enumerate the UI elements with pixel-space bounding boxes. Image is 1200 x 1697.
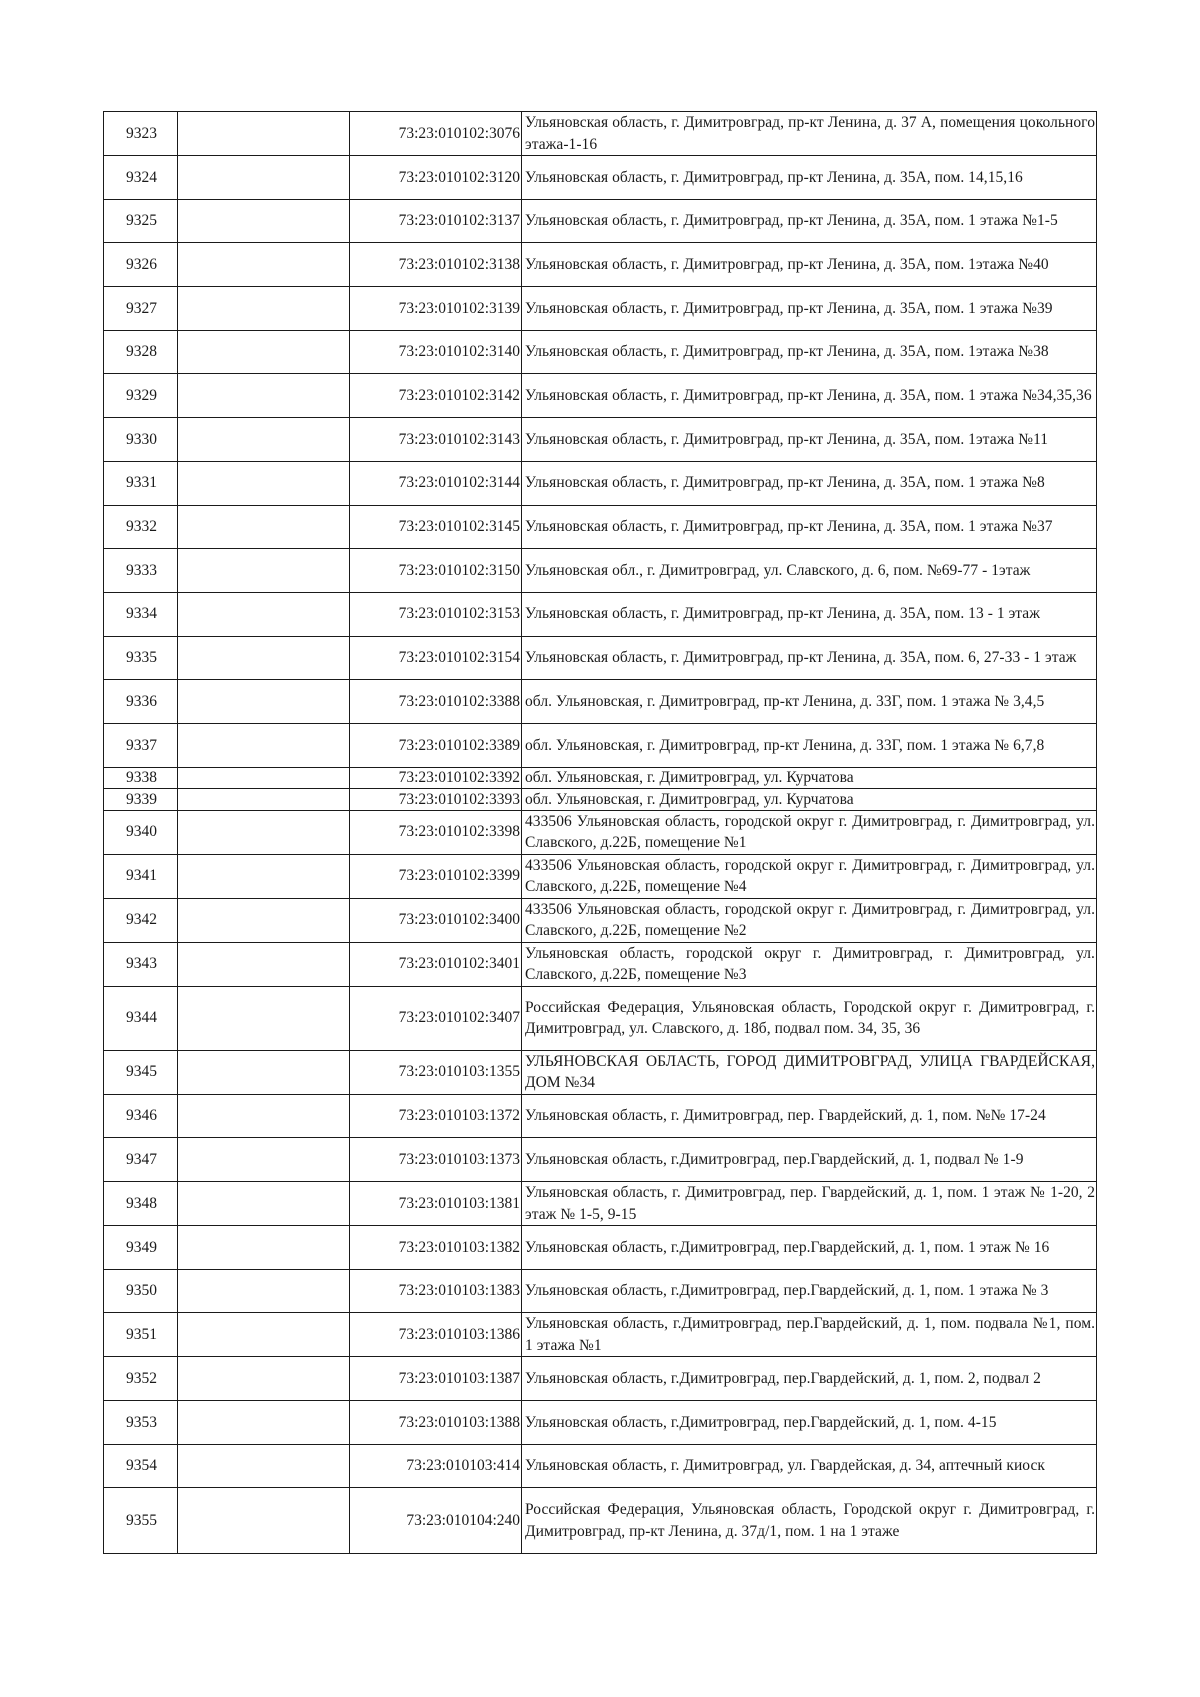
address: Ульяновская область, г. Димитровград, ул. Гвардейская, д. 34, аптечный киоск	[522, 1444, 1097, 1488]
row-number: 9349	[104, 1226, 178, 1270]
empty-cell	[178, 156, 350, 200]
address: обл. Ульяновская, г. Димитровград, ул. Курчатова	[522, 767, 1097, 789]
address: Ульяновская область, г. Димитровград, пр-кт Ленина, д. 35А, пом. 1этажа №38	[522, 330, 1097, 374]
cadastral-number: 73:23:010103:1381	[350, 1182, 522, 1226]
row-number: 9343	[104, 942, 178, 986]
table-row	[104, 374, 1097, 418]
address: Ульяновская область, г. Димитровград, пр-кт Ленина, д. 35А, пом. 14,15,16	[522, 156, 1097, 200]
table-row	[104, 1226, 1097, 1270]
row-number: 9351	[104, 1313, 178, 1357]
address: Ульяновская область, городской округ г. Димитровград, г. Димитровград, ул. Славского, д.22Б, помещение №3	[522, 942, 1097, 986]
row-number: 9329	[104, 374, 178, 418]
empty-cell	[178, 592, 350, 636]
table-row	[104, 636, 1097, 680]
address: Ульяновская область, г. Димитровград, пер. Гвардейский, д. 1, пом. №№ 17-24	[522, 1094, 1097, 1138]
address: 433506 Ульяновская область, городской округ г. Димитровград, г. Димитровград, ул. Славского, д.22Б, помещение №2	[522, 898, 1097, 942]
empty-cell	[178, 1444, 350, 1488]
empty-cell	[178, 810, 350, 854]
address: Ульяновская область, г. Димитровград, пр-кт Ленина, д. 35А, пом. 13 - 1 этаж	[522, 592, 1097, 636]
table-row	[104, 767, 1097, 789]
empty-cell	[178, 1094, 350, 1138]
table-row	[104, 986, 1097, 1050]
table-row	[104, 854, 1097, 898]
cadastral-number: 73:23:010103:1382	[350, 1226, 522, 1270]
empty-cell	[178, 374, 350, 418]
cadastral-number: 73:23:010102:3388	[350, 680, 522, 724]
row-number: 9331	[104, 461, 178, 505]
address: Ульяновская область, г. Димитровград, пр-кт Ленина, д. 35А, пом. 1этажа №40	[522, 243, 1097, 287]
address: Российская Федерация, Ульяновская область, Городской округ г. Димитровград, г. Димитровград, ул. Славского, д. 18б, подвал пом. 34, 35, 36	[522, 986, 1097, 1050]
empty-cell	[178, 243, 350, 287]
row-number: 9325	[104, 199, 178, 243]
empty-cell	[178, 1313, 350, 1357]
address: обл. Ульяновская, г. Димитровград, ул. Курчатова	[522, 789, 1097, 811]
property-registry-table	[103, 111, 1097, 1554]
empty-cell	[178, 505, 350, 549]
empty-cell	[178, 549, 350, 593]
address: Ульяновская обл., г. Димитровград, ул. Славского, д. 6, пом. №69-77 - 1этаж	[522, 549, 1097, 593]
cadastral-number: 73:23:010102:3154	[350, 636, 522, 680]
empty-cell	[178, 680, 350, 724]
empty-cell	[178, 112, 350, 156]
empty-cell	[178, 199, 350, 243]
cadastral-number: 73:23:010102:3153	[350, 592, 522, 636]
empty-cell	[178, 461, 350, 505]
row-number: 9324	[104, 156, 178, 200]
row-number: 9337	[104, 723, 178, 767]
address: Ульяновская область, г. Димитровград, пр-кт Ленина, д. 35А, пом. 6, 27-33 - 1 этаж	[522, 636, 1097, 680]
table-row	[104, 1094, 1097, 1138]
table-row	[104, 1313, 1097, 1357]
cadastral-number: 73:23:010102:3389	[350, 723, 522, 767]
empty-cell	[178, 942, 350, 986]
table-row	[104, 723, 1097, 767]
address: Ульяновская область, г.Димитровград, пер.Гвардейский, д. 1, подвал № 1-9	[522, 1138, 1097, 1182]
row-number: 9350	[104, 1269, 178, 1313]
address: Российская Федерация, Ульяновская область, Городской округ г. Димитровград, г. Димитровград, пр-кт Ленина, д. 37д/1, пом. 1 на 1 этаже	[522, 1488, 1097, 1554]
empty-cell	[178, 898, 350, 942]
row-number: 9345	[104, 1050, 178, 1094]
table-row	[104, 1138, 1097, 1182]
empty-cell	[178, 418, 350, 462]
row-number: 9334	[104, 592, 178, 636]
address: Ульяновская область, г.Димитровград, пер.Гвардейский, д. 1, пом. 2, подвал 2	[522, 1357, 1097, 1401]
cadastral-number: 73:23:010103:1383	[350, 1269, 522, 1313]
empty-cell	[178, 1401, 350, 1445]
address: Ульяновская область, г.Димитровград, пер.Гвардейский, д. 1, пом. подвала №1, пом. 1 этажа №1	[522, 1313, 1097, 1357]
table-row	[104, 505, 1097, 549]
row-number: 9328	[104, 330, 178, 374]
table-row	[104, 1401, 1097, 1445]
row-number: 9355	[104, 1488, 178, 1554]
cadastral-number: 73:23:010102:3392	[350, 767, 522, 789]
cadastral-number: 73:23:010102:3137	[350, 199, 522, 243]
address: Ульяновская область, г. Димитровград, пер. Гвардейский, д. 1, пом. 1 этаж № 1-20, 2 этаж № 1-5, 9-15	[522, 1182, 1097, 1226]
table-row	[104, 418, 1097, 462]
address: обл. Ульяновская, г. Димитровград, пр-кт Ленина, д. 33Г, пом. 1 этажа № 3,4,5	[522, 680, 1097, 724]
cadastral-number: 73:23:010103:1388	[350, 1401, 522, 1445]
address: Ульяновская область, г. Димитровград, пр-кт Ленина, д. 35А, пом. 1 этажа №8	[522, 461, 1097, 505]
empty-cell	[178, 636, 350, 680]
cadastral-number: 73:23:010102:3138	[350, 243, 522, 287]
address: 433506 Ульяновская область, городской округ г. Димитровград, г. Димитровград, ул. Славского, д.22Б, помещение №1	[522, 810, 1097, 854]
cadastral-number: 73:23:010102:3120	[350, 156, 522, 200]
empty-cell	[178, 1269, 350, 1313]
address: Ульяновская область, г. Димитровград, пр-кт Ленина, д. 35А, пом. 1 этажа №39	[522, 287, 1097, 331]
cadastral-number: 73:23:010102:3400	[350, 898, 522, 942]
row-number: 9339	[104, 789, 178, 811]
table-row	[104, 199, 1097, 243]
empty-cell	[178, 986, 350, 1050]
address: Ульяновская область, г.Димитровград, пер.Гвардейский, д. 1, пом. 4-15	[522, 1401, 1097, 1445]
empty-cell	[178, 287, 350, 331]
cadastral-number: 73:23:010103:1355	[350, 1050, 522, 1094]
row-number: 9353	[104, 1401, 178, 1445]
table-row	[104, 789, 1097, 811]
cadastral-number: 73:23:010102:3407	[350, 986, 522, 1050]
table-row	[104, 942, 1097, 986]
table-row	[104, 287, 1097, 331]
cadastral-number: 73:23:010103:1386	[350, 1313, 522, 1357]
table-row	[104, 1444, 1097, 1488]
empty-cell	[178, 767, 350, 789]
cadastral-number: 73:23:010102:3144	[350, 461, 522, 505]
empty-cell	[178, 854, 350, 898]
row-number: 9327	[104, 287, 178, 331]
table-row	[104, 156, 1097, 200]
table-row	[104, 898, 1097, 942]
address: Ульяновская область, г. Димитровград, пр-кт Ленина, д. 35А, пом. 1 этажа №1-5	[522, 199, 1097, 243]
empty-cell	[178, 1050, 350, 1094]
document-page	[103, 111, 1097, 1554]
cadastral-number: 73:23:010102:3139	[350, 287, 522, 331]
cadastral-number: 73:23:010102:3145	[350, 505, 522, 549]
row-number: 9354	[104, 1444, 178, 1488]
cadastral-number: 73:23:010103:1372	[350, 1094, 522, 1138]
cadastral-number: 73:23:010102:3398	[350, 810, 522, 854]
row-number: 9342	[104, 898, 178, 942]
row-number: 9347	[104, 1138, 178, 1182]
row-number: 9346	[104, 1094, 178, 1138]
table-row	[104, 243, 1097, 287]
row-number: 9352	[104, 1357, 178, 1401]
empty-cell	[178, 1488, 350, 1554]
address: УЛЬЯНОВСКАЯ ОБЛАСТЬ, ГОРОД ДИМИТРОВГРАД, УЛИЦА ГВАРДЕЙСКАЯ, ДОМ №34	[522, 1050, 1097, 1094]
table-row	[104, 810, 1097, 854]
row-number: 9341	[104, 854, 178, 898]
table-row	[104, 1050, 1097, 1094]
cadastral-number: 73:23:010102:3399	[350, 854, 522, 898]
empty-cell	[178, 1182, 350, 1226]
cadastral-number: 73:23:010104:240	[350, 1488, 522, 1554]
address: Ульяновская область, г.Димитровград, пер.Гвардейский, д. 1, пом. 1 этаж № 16	[522, 1226, 1097, 1270]
table-row	[104, 1357, 1097, 1401]
empty-cell	[178, 1226, 350, 1270]
address: Ульяновская область, г. Димитровград, пр-кт Ленина, д. 35А, пом. 1 этажа №34,35,36	[522, 374, 1097, 418]
address: Ульяновская область, г. Димитровград, пр-кт Ленина, д. 35А, пом. 1 этажа №37	[522, 505, 1097, 549]
row-number: 9323	[104, 112, 178, 156]
empty-cell	[178, 789, 350, 811]
row-number: 9348	[104, 1182, 178, 1226]
cadastral-number: 73:23:010103:1387	[350, 1357, 522, 1401]
cadastral-number: 73:23:010102:3142	[350, 374, 522, 418]
table-row	[104, 592, 1097, 636]
cadastral-number: 73:23:010102:3401	[350, 942, 522, 986]
empty-cell	[178, 330, 350, 374]
table-row	[104, 330, 1097, 374]
row-number: 9335	[104, 636, 178, 680]
row-number: 9336	[104, 680, 178, 724]
empty-cell	[178, 1357, 350, 1401]
table-row	[104, 680, 1097, 724]
table-row	[104, 1182, 1097, 1226]
address: обл. Ульяновская, г. Димитровград, пр-кт Ленина, д. 33Г, пом. 1 этажа № 6,7,8	[522, 723, 1097, 767]
empty-cell	[178, 1138, 350, 1182]
empty-cell	[178, 723, 350, 767]
address: Ульяновская область, г.Димитровград, пер.Гвардейский, д. 1, пом. 1 этажа № 3	[522, 1269, 1097, 1313]
row-number: 9330	[104, 418, 178, 462]
table-row	[104, 549, 1097, 593]
table-row	[104, 461, 1097, 505]
row-number: 9333	[104, 549, 178, 593]
cadastral-number: 73:23:010102:3393	[350, 789, 522, 811]
address: Ульяновская область, г. Димитровград, пр-кт Ленина, д. 37 А, помещения цокольного этажа-1-16	[522, 112, 1097, 156]
cadastral-number: 73:23:010103:1373	[350, 1138, 522, 1182]
cadastral-number: 73:23:010102:3076	[350, 112, 522, 156]
address: Ульяновская область, г. Димитровград, пр-кт Ленина, д. 35А, пом. 1этажа №11	[522, 418, 1097, 462]
row-number: 9326	[104, 243, 178, 287]
row-number: 9344	[104, 986, 178, 1050]
row-number: 9340	[104, 810, 178, 854]
address: 433506 Ульяновская область, городской округ г. Димитровград, г. Димитровград, ул. Славского, д.22Б, помещение №4	[522, 854, 1097, 898]
cadastral-number: 73:23:010102:3140	[350, 330, 522, 374]
table-row	[104, 112, 1097, 156]
cadastral-number: 73:23:010102:3143	[350, 418, 522, 462]
row-number: 9338	[104, 767, 178, 789]
cadastral-number: 73:23:010103:414	[350, 1444, 522, 1488]
table-row	[104, 1488, 1097, 1554]
row-number: 9332	[104, 505, 178, 549]
table-row	[104, 1269, 1097, 1313]
cadastral-number: 73:23:010102:3150	[350, 549, 522, 593]
